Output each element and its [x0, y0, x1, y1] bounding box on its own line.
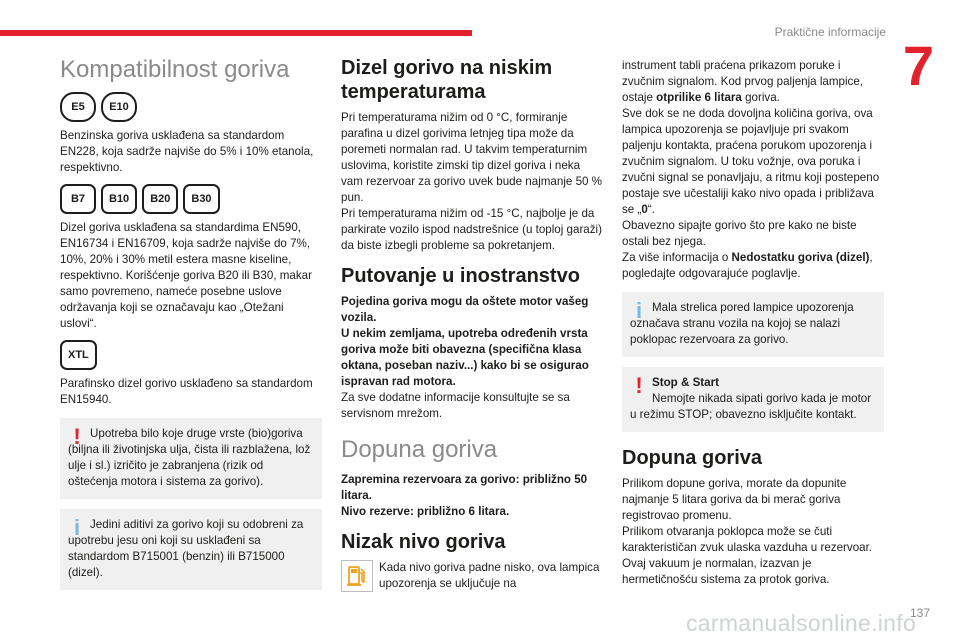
text-run: , pogledajte odgovarajuće poglavlje.	[622, 251, 873, 280]
low-fuel-text: Kada nivo goriva padne nisko, ova lampica upozorenja se uključuje na	[379, 561, 600, 590]
info-icon: i	[635, 298, 643, 323]
column-1	[60, 56, 322, 590]
fuel-badge-b20: B20	[142, 184, 178, 214]
heading-fuel-compatibility: Kompatibilnost goriva	[60, 56, 290, 83]
text-run-bold: otprilike 6 litara	[656, 91, 742, 104]
heading-diesel-low-temperatures: Dizel gorivo na niskim temperaturama	[341, 57, 553, 103]
xtl-badges	[60, 340, 322, 370]
warning-repeats-text	[622, 106, 884, 218]
info-note-arrow	[622, 292, 884, 357]
warning-exclamation-icon: !	[635, 373, 643, 398]
chapter-number: 7	[902, 34, 934, 97]
diesel-standard-text: Dizel goriva usklađena sa standardima EN590, EN16734 i EN16709, koja sadrže najviše do 7%, 10%, 20% i 30% metil estera masne kiseline, respektivno. Korišćenje goriva B20 ili B30, makar samo povremeno, nameće posebne uslove održavanja koji se označavaju kao „Otežani uslovi“.	[60, 221, 312, 330]
petrol-standard-text: Benzinska goriva usklađena sa standardom EN228, koja sadrže najviše do 5% i 10% etanola, respektivno.	[60, 129, 314, 174]
warning-note-title: Stop & Start	[652, 376, 719, 389]
page-number: 137	[909, 606, 930, 620]
refuel-asap-text: Obavezno sipajte gorivo što pre kako ne biste ostali bez njega.	[622, 219, 857, 248]
fuel-badge-b7: B7	[60, 184, 96, 214]
info-note-additives	[60, 509, 322, 590]
warning-note-text: Nemojte nikada sipati gorivo kada je motor u režimu STOP; obavezno isključite kontakt.	[630, 392, 872, 421]
text-run: “.	[647, 203, 655, 216]
petrol-badges	[60, 92, 322, 122]
reserve-level-text: Nivo rezerve: približno 6 litara.	[341, 505, 510, 518]
section-title: Praktične informacije	[774, 25, 886, 39]
diesel-low-temp-text-2: Pri temperaturama nižim od -15 °C, najbolje je da parkirate vozilo ispod nadstrešnice (u toploj garaži) da biste izbegli probleme sa pokretanjem.	[341, 207, 602, 252]
text-run: instrument tabli praćena prikazom poruke i zvučnim signalom. Kod prvog paljenja lampice, ostaje	[622, 59, 864, 104]
cap-vacuum-text: Prilikom otvaranja poklopca može se čuti karakterističan zvuk ulaska vazduha u rezervoar. Ovaj vakuum je normalan, izazvan je hermetičnošću sistema za protok goriva.	[622, 525, 873, 586]
header-red-bar	[0, 30, 472, 36]
column-3	[622, 58, 884, 588]
abroad-bold-text-2: U nekim zemljama, upotreba određenih vrsta goriva može biti obavezna (specifična klasa oktana, poseban naziv...) kako bi se osigurao ispravan rad motora.	[341, 327, 589, 388]
diesel-low-temp-text-1: Pri temperaturama nižim od 0 °C, formiranje parafina u dizel gorivima letnjeg tipa može da poremeti normalan rad. U takvim temperaturnim uslovima, koristite zimski tip dizel goriva i neka vam rezervoar za gorivo uvek bude najmanje 50 % pun.	[341, 111, 602, 204]
heading-travelling-abroad: Putovanje u inostranstvo	[341, 265, 580, 287]
diesel-badges	[60, 184, 322, 214]
warning-note-text: Upotreba bilo koje druge vrste (bio)goriva (biljna ili životinjska ulja, čista ili razblažena, lož ulje i sl.) izričito je zabranjena (rizik od oštećenja motora i sistema za gorivo).	[68, 427, 311, 488]
low-fuel-block	[341, 560, 603, 592]
abroad-text: Za sve dodatne informacije konsultujte se sa servisnom mrežom.	[341, 391, 570, 420]
warning-exclamation-icon: !	[73, 424, 81, 449]
tank-capacity-text: Zapremina rezervoara za gorivo: približno 50 litara.	[341, 473, 588, 502]
abroad-bold-text-1: Pojedina goriva mogu da oštete motor vašeg vozila.	[341, 295, 589, 324]
text-run-bold: 0	[641, 203, 648, 216]
fuel-pump-warning-icon	[341, 560, 373, 592]
low-fuel-continued-text	[622, 58, 884, 106]
info-note-text: Jedini aditivi za gorivo koji su odobreni za upotrebu jesu oni koji su usklađeni sa standardom B715001 (benzin) ili B715000 (dizel).	[68, 518, 304, 579]
heading-low-fuel: Nizak nivo goriva	[341, 531, 506, 553]
more-info-text	[622, 250, 884, 282]
text-run: Za više informacija o	[622, 251, 732, 264]
watermark: carmanualsonline.info	[686, 610, 917, 636]
heading-refuelling-2: Dopuna goriva	[622, 447, 763, 469]
text-run-bold: Nedostatku goriva (dizel)	[731, 251, 870, 264]
text-run: goriva.	[741, 91, 780, 104]
paraffin-diesel-text: Parafinsko dizel gorivo usklađeno sa standardom EN15940.	[60, 377, 313, 406]
heading-refuelling: Dopuna goriva	[341, 436, 498, 463]
fuel-badge-e5: E5	[60, 92, 96, 122]
column-2	[341, 56, 603, 592]
info-note-text: Mala strelica pored lampice upozorenja označava stranu vozila na kojoj se nalazi poklopac rezervoara za gorivo.	[630, 301, 854, 346]
warning-note-biofuel	[60, 418, 322, 499]
refuel-min-text: Prilikom dopune goriva, morate da dopunite najmanje 5 litara goriva da bi merač goriva registrovao promenu.	[622, 477, 847, 522]
warning-note-stop-start	[622, 367, 884, 432]
text-run: Sve dok se ne doda dovoljna količina goriva, ova lampica upozorenja se pojavljuje pri svakom paljenju kontakta, praćena porukom upozorenja i zvučnim signalom. U toku vožnje, ova poruka i zvučni signal se ponavljaju, a ritmu koji postepeno postaje sve učestaliji kako nivo opada i približava se „	[622, 107, 880, 216]
fuel-badge-e10: E10	[101, 92, 137, 122]
fuel-badge-xtl: XTL	[60, 340, 97, 370]
fuel-badge-b30: B30	[183, 184, 219, 214]
fuel-badge-b10: B10	[101, 184, 137, 214]
info-icon: i	[73, 515, 81, 540]
